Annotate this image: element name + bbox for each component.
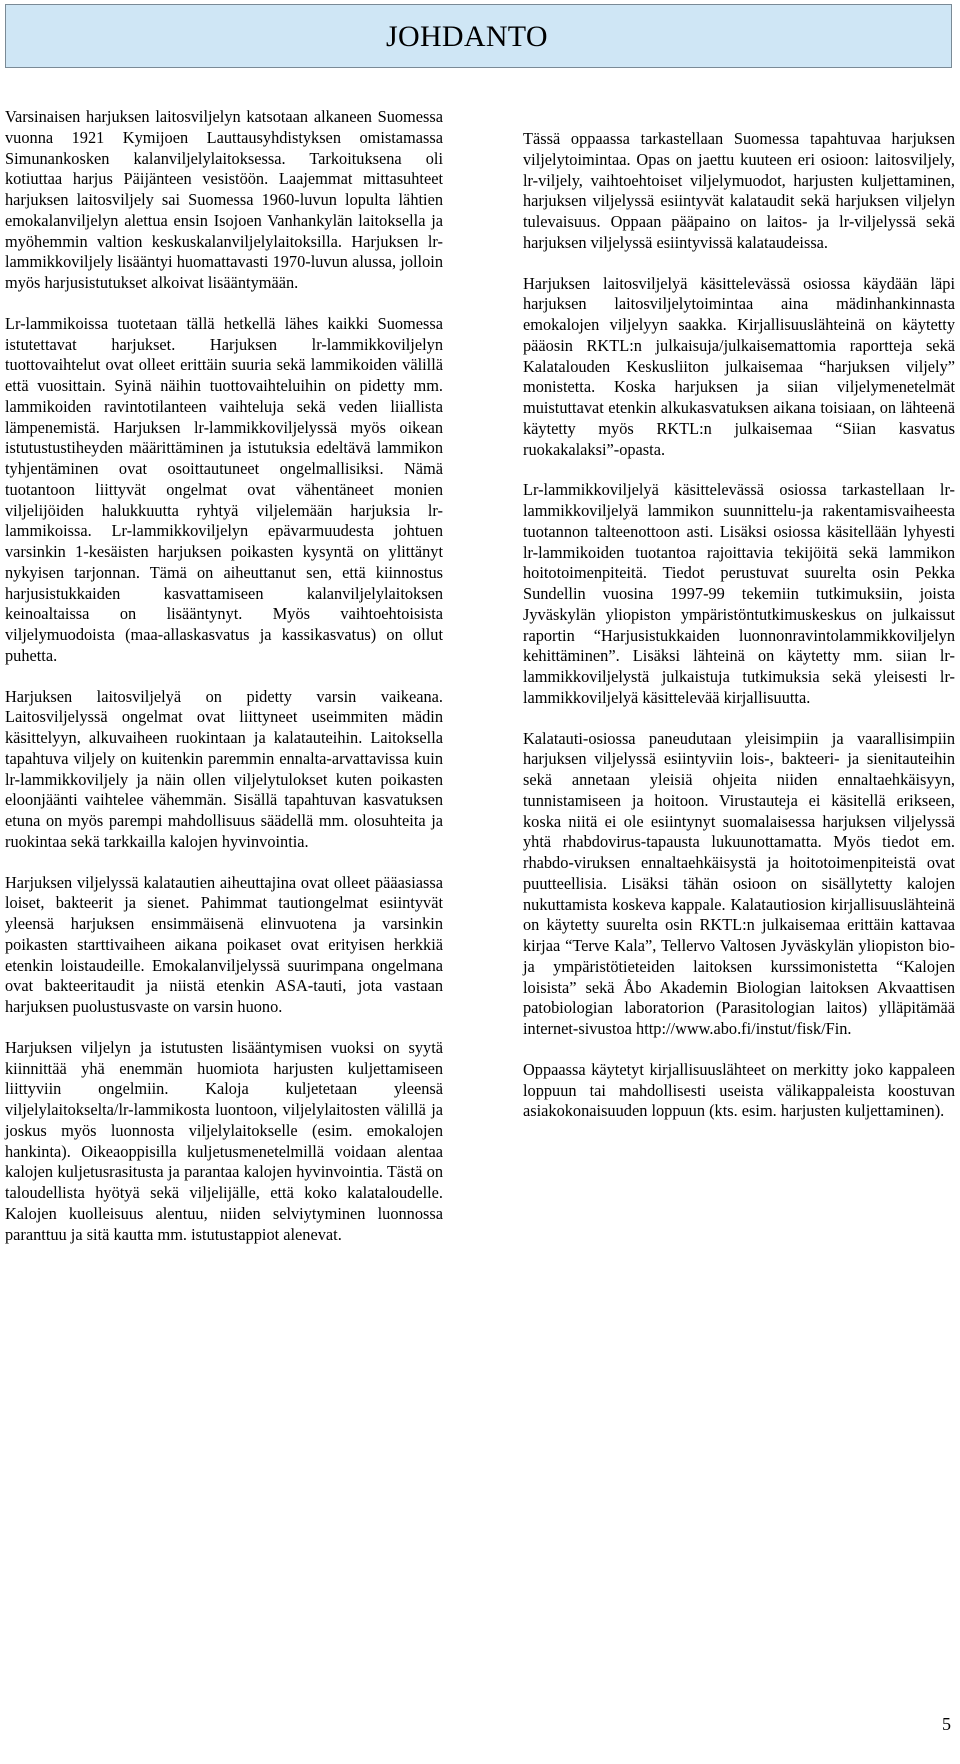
page-number: 5	[942, 1714, 951, 1734]
left-paragraph-2: Lr-lammikoissa tuotetaan tällä hetkellä lähes kaikki Suomessa istutettavat harjukset. Harjuksen lr-lammikkoviljelyn tuottovaihtelut ovat olleet erittäin suuria sekä lammikoiden välillä että vuosittain. Syinä näihin tuottovaihteluihin on pidetty mm. lammikoiden ravintotilanteen vaihteluja sekä veden liiallista lämpenemistä. Harjuksen lr-lammikkoviljelyssä myös oikean istutustustiheyden määrittäminen ja istutuksia edeltävä lammikon tyhjentäminen ovat osoittautuneet ongelmallisiksi. Nämä tuotantoon liittyvät ongelmat ovat vähentäneet monien viljelijöiden halukkuutta ryhtyä viljelemään harjuksia lr-lammikoissa. Lr-lammikkoviljelyn epävarmuudesta johtuen varsinkin 1-kesäisten harjuksen poikasten kysyntä on ylittänyt nykyisen tarjonnan. Tämä on aiheuttanut sen, että kiinnostus harjusistukkaiden kasvattamiseen kalanviljelylaitoksen keinoaltaissa on lisääntynyt. Myös vaihtoehtoisista viljelymuodoista (maa-allaskasvatus ja kassikasvatus) on ollut puhetta.	[5, 313, 443, 665]
chapter-title-box	[5, 4, 952, 68]
right-paragraph-5: Oppaassa käytetyt kirjallisuuslähteet on merkitty joko kappaleen loppuun tai mahdollisesti useista välikappaleista koostuvan asiakokonaisuuden loppuun (kts. esim. harjusten kuljettaminen).	[523, 1059, 955, 1121]
right-paragraph-4: Kalatauti-osiossa paneudutaan yleisimpiin ja vaarallisimpiin harjuksen viljelyssä esiintyviin lois-, bakteeri- ja sienitauteihin sekä annetaan yleisiä ohjeita niiden ennaltaehkäisyyn, tunnistamiseen ja hoitoon. Virustauteja ei käsitellä erikseen, koska niitä ei ole esiintynyt suomalaisessa harjuksen viljelyssä yhtä rhabdovirus-tapausta lukuunottamatta. Myös tiedot em. rhabdo-viruksen ennaltaehkäisystä ja hoitotoimenpiteistä ovat puutteellisia. Lisäksi tähän osioon on sisällytetty kalojen nukuttamista koskeva kappale. Kalatautiosion kirjallisuuslähteinä on käytetty suurelta osin RKTL:n julkaisemaa erittäin kattavaa kirjaa “Terve Kala”, Tellervo Valtosen Jyväskylän yliopiston bio- ja ympäristötieteiden laitoksen kurssimonistetta “Kalojen loisista” sekä Åbo Akademin Biologian laitoksen Akvaattisen patobiologian laboratorion (Parasitologian laitos) ylläpitämää internet-sivustoa http://www.abo.fi/instut/fisk/Fin.	[523, 728, 955, 1038]
chapter-title: JOHDANTO	[386, 20, 548, 53]
left-column	[5, 107, 443, 1265]
right-paragraph-3: Lr-lammikkoviljelyä käsittelevässä osiossa tarkastellaan lr-lammikkoviljelyä lammikon suunnittelu-ja rakentamisvaiheesta tuotannon talteenottoon asti. Lisäksi osiossa käsitellään lyhyesti lr-lammikoiden tuotantoa rajoittavia tekijöitä sekä lammikon hoitotoimenpiteitä. Tiedot perustuvat suurelta osin Pekka Sundellin vuosina 1997-99 tekemiin tutkimuksiin, joista Jyväskylän yliopiston ympäristöntutkimuskeskus on julkaissut raportin “Harjusistukkaiden luonnonravintolammikkoviljelyn kehittäminen”. Lisäksi lähteinä on käytetty mm. siian lr-lammikkoviljelystä julkaistuja tutkimuksia sekä yleisesti lr-lammikkoviljelyä käsittelevää kirjallisuutta.	[523, 480, 955, 707]
left-paragraph-5: Harjuksen viljelyn ja istutusten lisääntymisen vuoksi on syytä kiinnittää yhä enemmän huomiota harjusten kuljettamiseen liittyviin ongelmiin. Kaloja kuljetetaan yleensä viljelylaitokselta/lr-lammikosta luontoon, viljelylaitosten välillä ja joskus myös luonnosta viljelylaitokselle (esim. emokalojen hankinta). Oikeaoppisilla kuljetusmenetelmillä voidaan alentaa kalojen kuljetusrasitusta ja parantaa kalojen hyvinvointia. Tästä on taloudellista hyötyä sekä viljelijälle, että koko kalataloudelle. Kalojen kuolleisuus alentuu, niiden selviytyminen luonnossa paranttuu ja sitä kautta mm. istutustappiot alenevat.	[5, 1037, 443, 1244]
left-paragraph-3: Harjuksen laitosviljelyä on pidetty varsin vaikeana. Laitosviljelyssä ongelmat ovat liittyneet useimmiten mädin käsittelyyn, alkuvaiheen ruokintaan ja kalatauteihin. Laitoksella tapahtuva viljely on kuitenkin paremmin ennalta-arvattavissa kuin lr-lammikkoviljely ja näin ollen viljelytulokset kuten poikasten eloonjäänti vaihtelee vähemmän. Sisällä tapahtuvan kasvatuksen etuna on myös parempi mahdollisuus säädellä mm. olosuhteita ja ruokintaa sekä tarkkailla kalojen hyvinvointia.	[5, 686, 443, 851]
right-column	[523, 129, 955, 1142]
left-paragraph-4: Harjuksen viljelyssä kalatautien aiheuttajina ovat olleet pääasiassa loiset, bakteerit ja sienet. Pahimmat tautiongelmat esiintyvät yleensä harjuksen ensimmäisenä elinvuotena ja varsinkin poikasten starttivaiheen aikana poikaset ovat erityisen herkkiä etenkin loistaudeille. Emokalanviljelyssä suurimpana ongelmana ovat bakteeritaudit ja niistä etenkin ASA-tauti, jota vastaan harjuksen puolustusvaste on varsin huono.	[5, 872, 443, 1016]
right-paragraph-1: Tässä oppaassa tarkastellaan Suomessa tapahtuvaa harjuksen viljelytoimintaa. Opas on jaettu kuuteen eri osioon: laitosviljely, lr-viljely, vaihtoehtoiset viljelymuodot, harjusten kuljettaminen, harjuksen viljelyssä esiintyvät kalataudit sekä harjuksen viljelyn tulevaisuus. Oppaan pääpaino on laitos- ja lr-viljelyssä sekä harjuksen viljelyssä esiintyvissä kalataudeissa.	[523, 129, 955, 252]
right-paragraph-2: Harjuksen laitosviljelyä käsittelevässä osiossa käydään läpi harjuksen laitosviljelytoimintaa aina mädinhankinnasta emokalojen viljelyyn saakka. Kirjallisuuslähteinä on käytetty pääosin RKTL:n julkaisuja/julkaisemattomia raportteja sekä Kalatalouden Keskusliiton julkaisemaa “harjuksen viljely” monistetta. Koska harjuksen ja siian viljelymenetelmät muistuttavat etenkin alkukasvatuksen aikana toisiaan, on lähteenä käytetty myös RKTL:n julkaisemaa “Siian kasvatus ruokakalaksi”-opasta.	[523, 273, 955, 459]
left-paragraph-1: Varsinaisen harjuksen laitosviljelyn katsotaan alkaneen Suomessa vuonna 1921 Kymijoen Lauttausyhdistyksen omistamassa Simunankosken kalanviljelylaitoksessa. Tarkoituksena oli kotiuttaa harjus Päijänteen vesistöön. Laajemmat mittasuhteet harjuksen laitosviljely sai Suomessa 1960-luvun lopulta lähtien emokalanviljelyn alettua ensin Isojoen Vanhankylän laitoksella ja myöhemmin valtion keskuskalanviljelylaitoksilla. Harjuksen lr-lammikkoviljely lisääntyi huomattavasti 1970-luvun alussa, jolloin myös harjusistutukset alkoivat lisääntymään.	[5, 107, 443, 292]
